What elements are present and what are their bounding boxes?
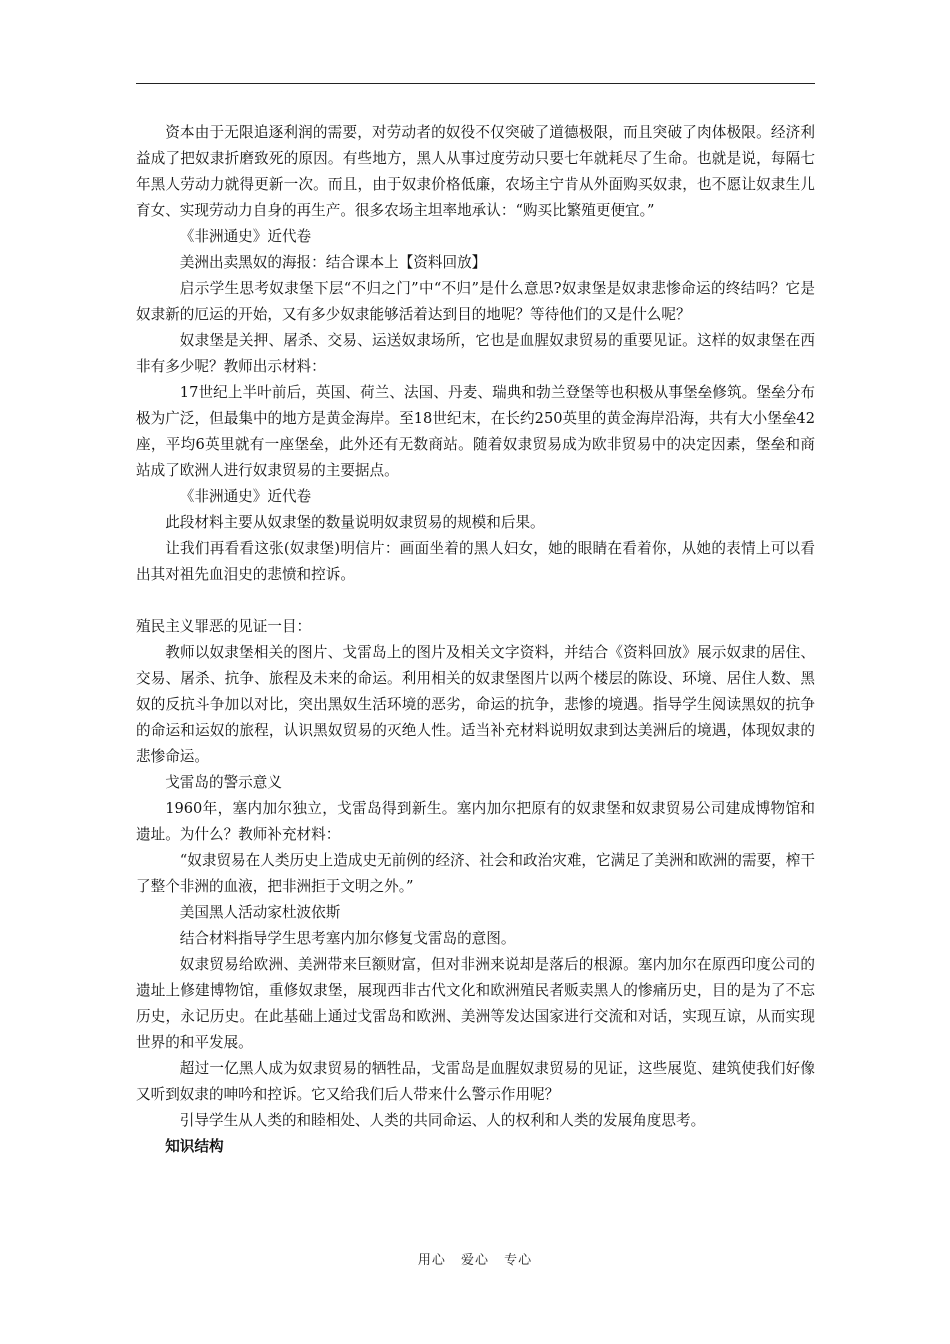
paragraph: 奴隶堡是关押、屠杀、交易、运送奴隶场所，它也是血腥奴隶贸易的重要见证。这样的奴隶堡在西非有多少呢？教师出示材料： <box>136 332 815 375</box>
section-heading: 殖民主义罪恶的见证一目： <box>136 618 312 635</box>
paragraph: 1960年，塞内加尔独立，戈雷岛得到新生。塞内加尔把原有的奴隶堡和奴隶贸易公司建成博物馆和遗址。为什么？教师补充材料： <box>136 800 815 843</box>
paragraph: 此段材料主要从奴隶堡的数量说明奴隶贸易的规模和后果。 <box>165 514 545 531</box>
paragraph: 美洲出卖黑奴的海报：结合课本上【资料回放】 <box>179 254 487 271</box>
section-heading-bold: 知识结构 <box>165 1138 224 1155</box>
document-body <box>136 120 815 1160</box>
blank-line <box>136 588 815 614</box>
subsection-heading: 戈雷岛的警示意义 <box>165 774 282 791</box>
paragraph: 教师以奴隶堡相关的图片、戈雷岛上的图片及相关文字资料，并结合《资料回放》展示奴隶的居住、交易、屠杀、抗争、旅程及未来的命运。利用相关的奴隶堡图片以两个楼层的陈设、环境、居住人数、黑奴的反抗斗争加以对比，突出黑奴生活环境的恶劣，命运的抗争，悲惨的境遇。指导学生阅读黑奴的抗争的命运和运奴的旅程，认识黑奴贸易的灭绝人性。适当补充材料说明奴隶到达美洲后的境遇，体现奴隶的悲惨命运。 <box>136 644 815 765</box>
paragraph: 资本由于无限追逐利润的需要，对劳动者的奴役不仅突破了道德极限，而且突破了肉体极限。经济利益成了把奴隶折磨致死的原因。有些地方，黑人从事过度劳动只要七年就耗尽了生命。也就是说，每隔七年黑人劳动力就得更新一次。而且，由于奴隶价格低廉，农场主宁肯从外面购买奴隶，也不愿让奴隶生儿育女、实现劳动力自身的再生产。很多农场主坦率地承认：“购买比繁殖更便宜。” <box>136 124 815 219</box>
quoted-material: 17世纪上半叶前后，英国、荷兰、法国、丹麦、瑞典和勃兰登堡等也积极从事堡垒修筑。堡垒分布极为广泛，但最集中的地方是黄金海岸。至18世纪末，在长约250英里的黄金海岸沿海，共有大小堡垒42座，平均6英里就有一座堡垒，此外还有无数商站。随着奴隶贸易成为欧非贸易中的决定因素，堡垒和商站成了欧洲人进行奴隶贸易的主要据点。 <box>136 384 815 479</box>
header-rule <box>136 83 815 84</box>
paragraph: 启示学生思考奴隶堡下层“不归之门”中“不归”是什么意思?奴隶堡是奴隶悲惨命运的终结吗？它是奴隶新的厄运的开始，又有多少奴隶能够活着达到目的地呢？等待他们的又是什么呢？ <box>136 280 815 323</box>
source-citation: 《非洲通史》近代卷 <box>179 228 312 245</box>
source-citation: 《非洲通史》近代卷 <box>179 488 312 505</box>
paragraph: 奴隶贸易给欧洲、美洲带来巨额财富，但对非洲来说却是落后的根源。塞内加尔在原西印度公司的遗址上修建博物馆，重修奴隶堡，展现西非古代文化和欧洲殖民者贩卖黑人的惨痛历史，目的是为了不忘历史，永记历史。在此基础上通过戈雷岛和欧洲、美洲等发达国家进行交流和对话，实现互谅，从而实现世界的和平发展。 <box>136 956 815 1051</box>
page-footer: 用心 爱心 专心 <box>417 1253 533 1268</box>
paragraph: 引导学生从人类的和睦相处、人类的共同命运、人的权利和人类的发展角度思考。 <box>179 1112 706 1129</box>
source-citation: 美国黑人活动家杜波依斯 <box>179 904 341 921</box>
paragraph: 让我们再看看这张(奴隶堡)明信片：画面坐着的黑人妇女，她的眼睛在看着你，从她的表情上可以看出其对祖先血泪史的悲愤和控诉。 <box>136 540 815 583</box>
paragraph: 超过一亿黑人成为奴隶贸易的牺牲品，戈雷岛是血腥奴隶贸易的见证，这些展览、建筑使我们好像又听到奴隶的呻吟和控诉。它又给我们后人带来什么警示作用呢？ <box>136 1060 815 1103</box>
quoted-material: “奴隶贸易在人类历史上造成史无前例的经济、社会和政治灾难，它满足了美洲和欧洲的需要，榨干了整个非洲的血液，把非洲拒于文明之外。” <box>136 852 815 895</box>
paragraph: 结合材料指导学生思考塞内加尔修复戈雷岛的意图。 <box>179 930 516 947</box>
